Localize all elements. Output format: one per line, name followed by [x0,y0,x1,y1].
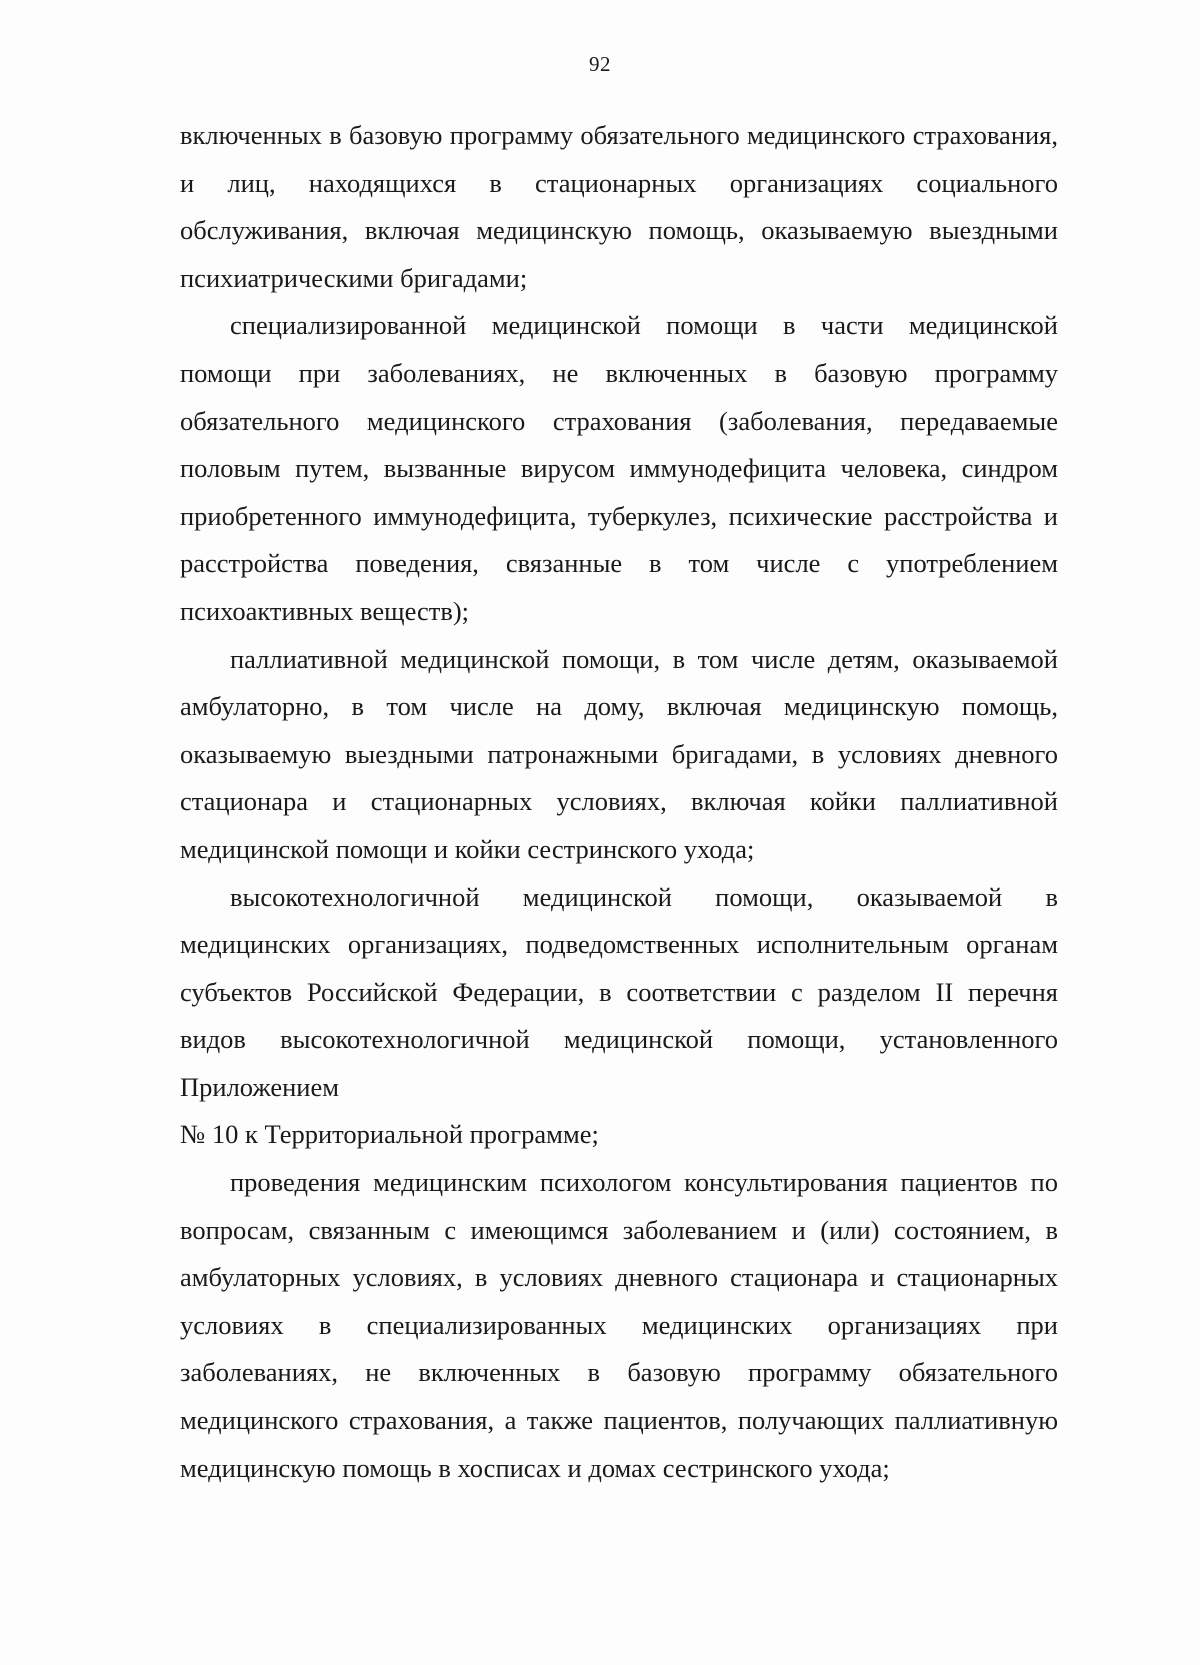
paragraph-6: проведения медицинским психологом консультирования пациентов по вопросам, связанным с имеющимся заболеванием и (или) состоянием, в амбулаторных условиях, в условиях дневного стационара и стационарных условиях в специализированных медицинских организациях при заболеваниях, не включенных в базовую программу обязательного медицинского страхования, а также пациентов, получающих паллиативную медицинскую помощь в хосписах и домах сестринского ухода; [180,1167,1058,1483]
paragraph-5: № 10 к Территориальной программе; [180,1119,599,1150]
paragraph-2: специализированной медицинской помощи в части медицинской помощи при заболеваниях, не включенных в базовую программу обязательного медицинского страхования (заболевания, передаваемые половым путем, вызванные вирусом иммунодефицита человека, синдром приобретенного иммунодефицита, туберкулез, психические расстройства и расстройства поведения, связанные в том числе с употреблением психоактивных веществ); [180,310,1058,626]
paragraph-1: включенных в базовую программу обязательного медицинского страхования, и лиц, находящихся в стационарных организациях социального обслуживания, включая медицинскую помощь, оказываемую выездными психиатрическими бригадами; [180,120,1058,293]
document-body [180,112,1058,1492]
page-number: 92 [589,52,611,76]
paragraph-3: паллиативной медицинской помощи, в том числе детям, оказываемой амбулаторно, в том числе на дому, включая медицинскую помощь, оказываемую выездными патронажными бригадами, в условиях дневного стационара и стационарных условиях, включая койки паллиативной медицинской помощи и койки сестринского ухода; [180,643,1058,864]
paragraph-4: высокотехнологичной медицинской помощи, оказываемой в медицинских организациях, подведомственных исполнительным органам субъектов Российской Федерации, в соответствии с разделом II перечня видов высокотехнологичной медицинской помощи, установленного Приложением [180,881,1058,1102]
